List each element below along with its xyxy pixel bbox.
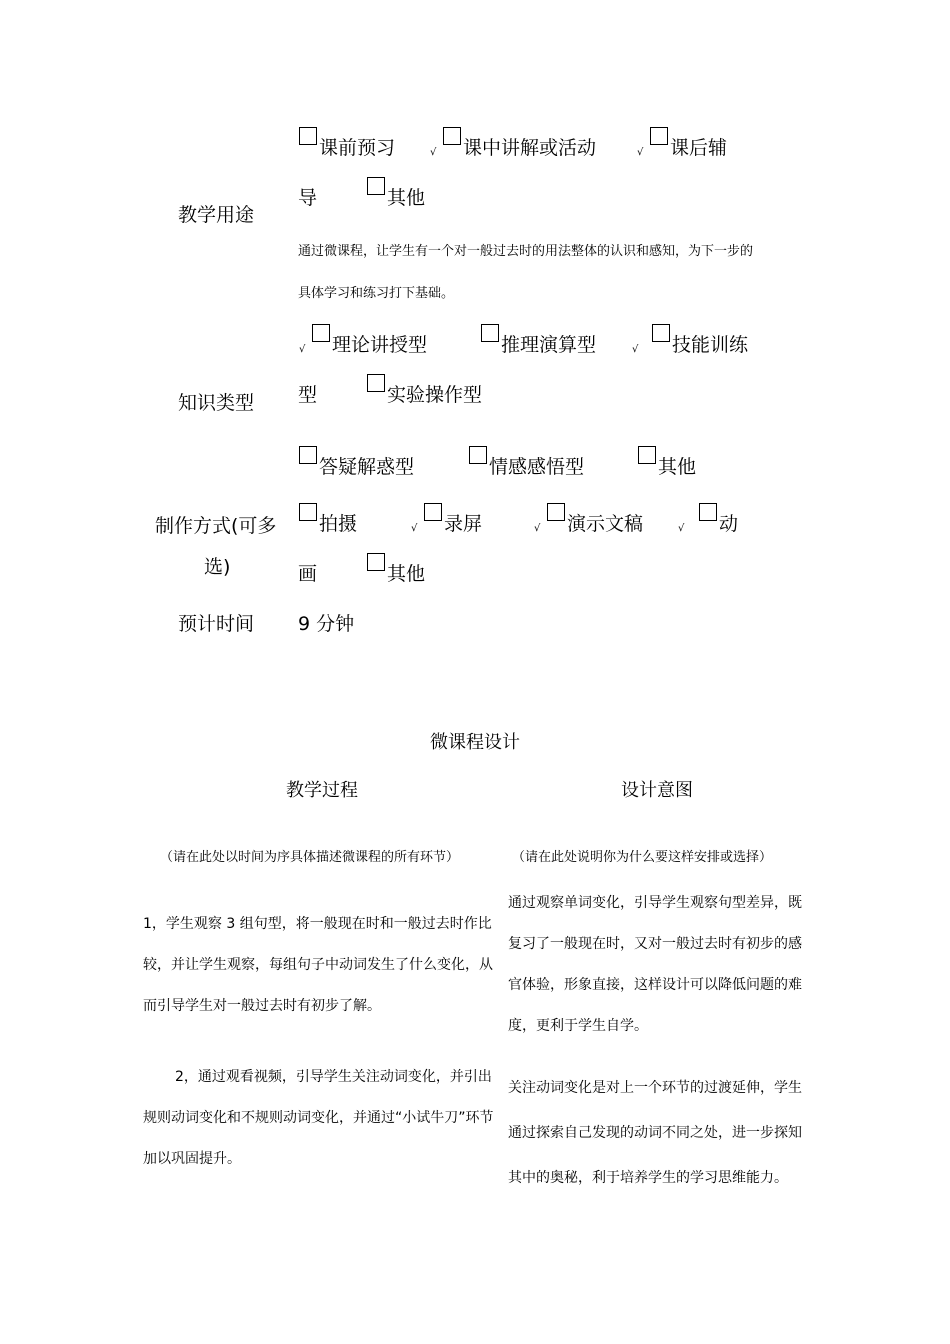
production-label-line2: 选) — [204, 556, 231, 578]
checkbox[interactable] — [443, 127, 461, 145]
option-label: 其他 — [658, 456, 697, 478]
option-label: 录屏 — [444, 513, 483, 535]
duration-label: 预计时间 — [178, 613, 255, 635]
checkbox[interactable] — [638, 446, 656, 464]
option-skill[interactable] — [652, 330, 748, 357]
checkbox[interactable] — [469, 446, 487, 464]
production-label-line1: 制作方式(可多 — [155, 515, 277, 537]
option-label: 理论讲授型 — [332, 334, 428, 356]
option-in-class[interactable] — [443, 133, 596, 160]
checkbox[interactable] — [650, 127, 668, 145]
checkbox[interactable] — [367, 553, 385, 571]
option-emotion[interactable] — [469, 452, 584, 479]
check-mark-icon: √ — [637, 147, 644, 158]
process-step-1: 1，学生观察 3 组句型，将一般现在时和一般过去时作比较，并让学生观察，每组句子中动词发生了什么变化，从而引导学生对一般过去时有初步了解。 — [143, 916, 493, 1014]
option-other-knowledge[interactable] — [638, 452, 696, 479]
option-wrap-text: 画 — [298, 563, 318, 585]
process-hint: （请在此处以时间为序具体描述微课程的所有环节） — [160, 850, 460, 865]
option-slides[interactable] — [547, 509, 643, 536]
checkbox[interactable] — [424, 503, 442, 521]
check-mark-icon: √ — [678, 523, 685, 534]
option-label: 推理演算型 — [501, 334, 597, 356]
option-label: 情感感悟型 — [489, 456, 585, 478]
check-mark-icon: √ — [430, 147, 437, 158]
intent-hint: （请在此处说明你为什么要这样安排或选择） — [512, 850, 773, 865]
option-label: 课后辅 — [670, 137, 728, 159]
check-mark-icon: √ — [411, 523, 418, 534]
option-theory[interactable] — [312, 330, 427, 357]
option-experiment[interactable] — [367, 380, 482, 407]
option-label: 技能训练 — [672, 334, 749, 356]
option-wrap-text: 型 — [298, 384, 318, 406]
usage-description-line1: 通过微课程，让学生有一个对一般过去时的用法整体的认识和感知，为下一步的 — [298, 244, 754, 259]
option-wrap-text: 导 — [298, 187, 318, 209]
design-title: 微课程设计 — [430, 732, 520, 753]
option-label: 实验操作型 — [387, 384, 483, 406]
option-label: 演示文稿 — [567, 513, 644, 535]
option-label: 其他 — [387, 563, 426, 585]
intent-2: 关注动词变化是对上一个环节的过渡延伸，学生通过探索自己发现的动词不同之处，进一步探知其中的奥秘，利于培养学生的学习思维能力。 — [508, 1080, 802, 1186]
option-label: 答疑解惑型 — [319, 456, 415, 478]
checkbox[interactable] — [367, 374, 385, 392]
check-mark-icon: √ — [534, 523, 541, 534]
checkbox[interactable] — [481, 324, 499, 342]
check-mark-icon: √ — [632, 344, 639, 355]
duration-value: 9 分钟 — [298, 613, 355, 635]
option-screen-record[interactable] — [424, 509, 482, 536]
usage-description-line2: 具体学习和练习打下基础。 — [298, 286, 455, 301]
option-other-production[interactable] — [367, 559, 425, 586]
option-label: 课前预习 — [319, 137, 396, 159]
option-other[interactable] — [367, 183, 425, 210]
checkbox[interactable] — [299, 503, 317, 521]
checkbox[interactable] — [312, 324, 330, 342]
option-animation[interactable] — [699, 509, 738, 536]
option-filming[interactable] — [299, 509, 357, 536]
option-label: 动 — [719, 513, 739, 535]
checkbox[interactable] — [367, 177, 385, 195]
option-qa[interactable] — [299, 452, 414, 479]
check-mark-icon: √ — [299, 344, 306, 355]
checkbox[interactable] — [652, 324, 670, 342]
checkbox[interactable] — [699, 503, 717, 521]
option-label: 其他 — [387, 187, 426, 209]
checkbox[interactable] — [299, 446, 317, 464]
intent-1: 通过观察单词变化，引导学生观察句型差异，既复习了一般现在时，又对一般过去时有初步的感官体验，形象直接，这样设计可以降低问题的难度，更利于学生自学。 — [508, 895, 802, 1034]
process-step-2: 2，通过观看视频，引导学生关注动词变化，并引出规则动词变化和不规则动词变化，并通过“小试牛刀”环节加以巩固提升。 — [143, 1069, 494, 1167]
option-after-class[interactable] — [650, 133, 727, 160]
intent-heading: 设计意图 — [621, 780, 693, 801]
checkbox[interactable] — [299, 127, 317, 145]
option-label: 课中讲解或活动 — [463, 137, 597, 159]
checkbox[interactable] — [547, 503, 565, 521]
option-preview[interactable] — [299, 133, 395, 160]
option-reasoning[interactable] — [481, 330, 596, 357]
knowledge-type-label: 知识类型 — [178, 392, 255, 414]
option-label: 拍摄 — [319, 513, 358, 535]
process-heading: 教学过程 — [286, 780, 358, 801]
usage-label: 教学用途 — [178, 204, 255, 226]
